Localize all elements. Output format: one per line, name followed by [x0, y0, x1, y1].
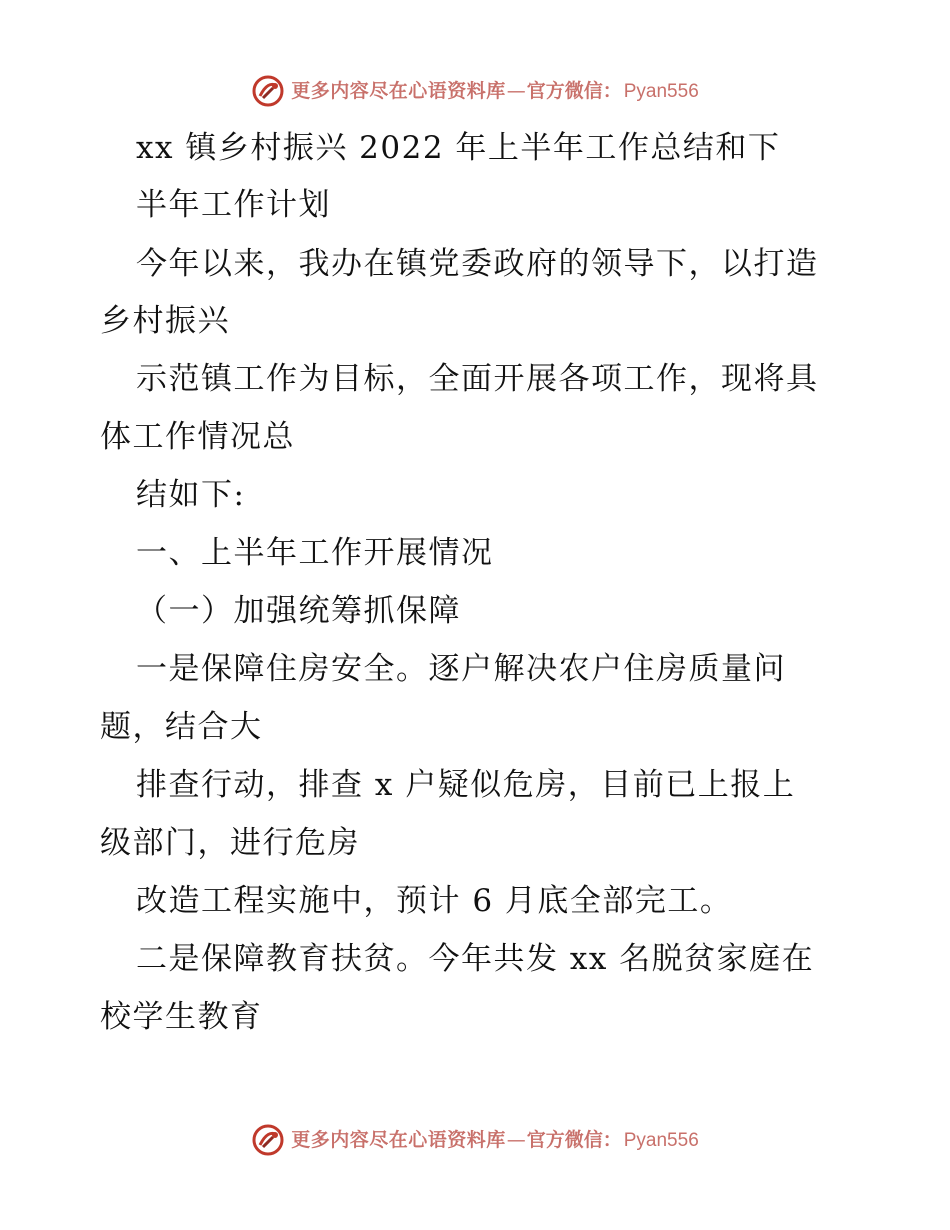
header-banner-text — [291, 79, 699, 102]
doc-paragraph-line: 二是保障教育扶贫。今年共发 xx 名脱贫家庭在 — [136, 941, 815, 977]
doc-paragraph-line: 级部门，进行危房 — [100, 825, 360, 861]
doc-paragraph-line: 改造工程实施中，预计 6 月底全部完工。 — [136, 883, 733, 919]
doc-paragraph-line: 今年以来，我办在镇党委政府的领导下，以打造 — [136, 246, 819, 282]
doc-paragraph-line: 排查行动，排查 x 户疑似危房，目前已上报上 — [136, 767, 796, 803]
header-main-text: 更多内容尽在心语资料库 — [291, 79, 506, 102]
header-wechat-id: Pyan556 — [623, 80, 699, 102]
footer-separator: — — [506, 1128, 526, 1151]
footer-wechat-label: 官方微信： — [526, 1128, 622, 1151]
doc-paragraph-line: 校学生教育 — [100, 999, 263, 1035]
header-wechat-label: 官方微信： — [526, 79, 622, 102]
doc-subsection-heading: （一）加强统筹抓保障 — [136, 593, 461, 629]
doc-paragraph-line: 体工作情况总 — [100, 419, 295, 455]
doc-paragraph-line: 一是保障住房安全。逐户解决农户住房质量问 — [136, 651, 786, 687]
footer-wechat-id: Pyan556 — [623, 1129, 699, 1151]
doc-paragraph-line: 示范镇工作为目标，全面开展各项工作，现将具 — [136, 361, 819, 397]
doc-section-heading: 一、上半年工作开展情况 — [136, 535, 494, 571]
doc-paragraph-line: 结如下: — [136, 477, 246, 513]
header-separator: — — [506, 79, 526, 102]
footer-banner — [0, 1120, 950, 1160]
doc-title-line-2: 半年工作计划 — [136, 187, 331, 223]
brand-logo-icon — [251, 1123, 285, 1157]
footer-banner-text — [291, 1128, 699, 1151]
header-banner — [0, 71, 950, 111]
brand-logo-icon — [251, 74, 285, 108]
doc-title-line-1: xx 镇乡村振兴 2022 年上半年工作总结和下 — [136, 130, 781, 166]
doc-paragraph-line: 题，结合大 — [100, 709, 263, 745]
doc-paragraph-line: 乡村振兴 — [100, 303, 230, 339]
footer-main-text: 更多内容尽在心语资料库 — [291, 1128, 506, 1151]
